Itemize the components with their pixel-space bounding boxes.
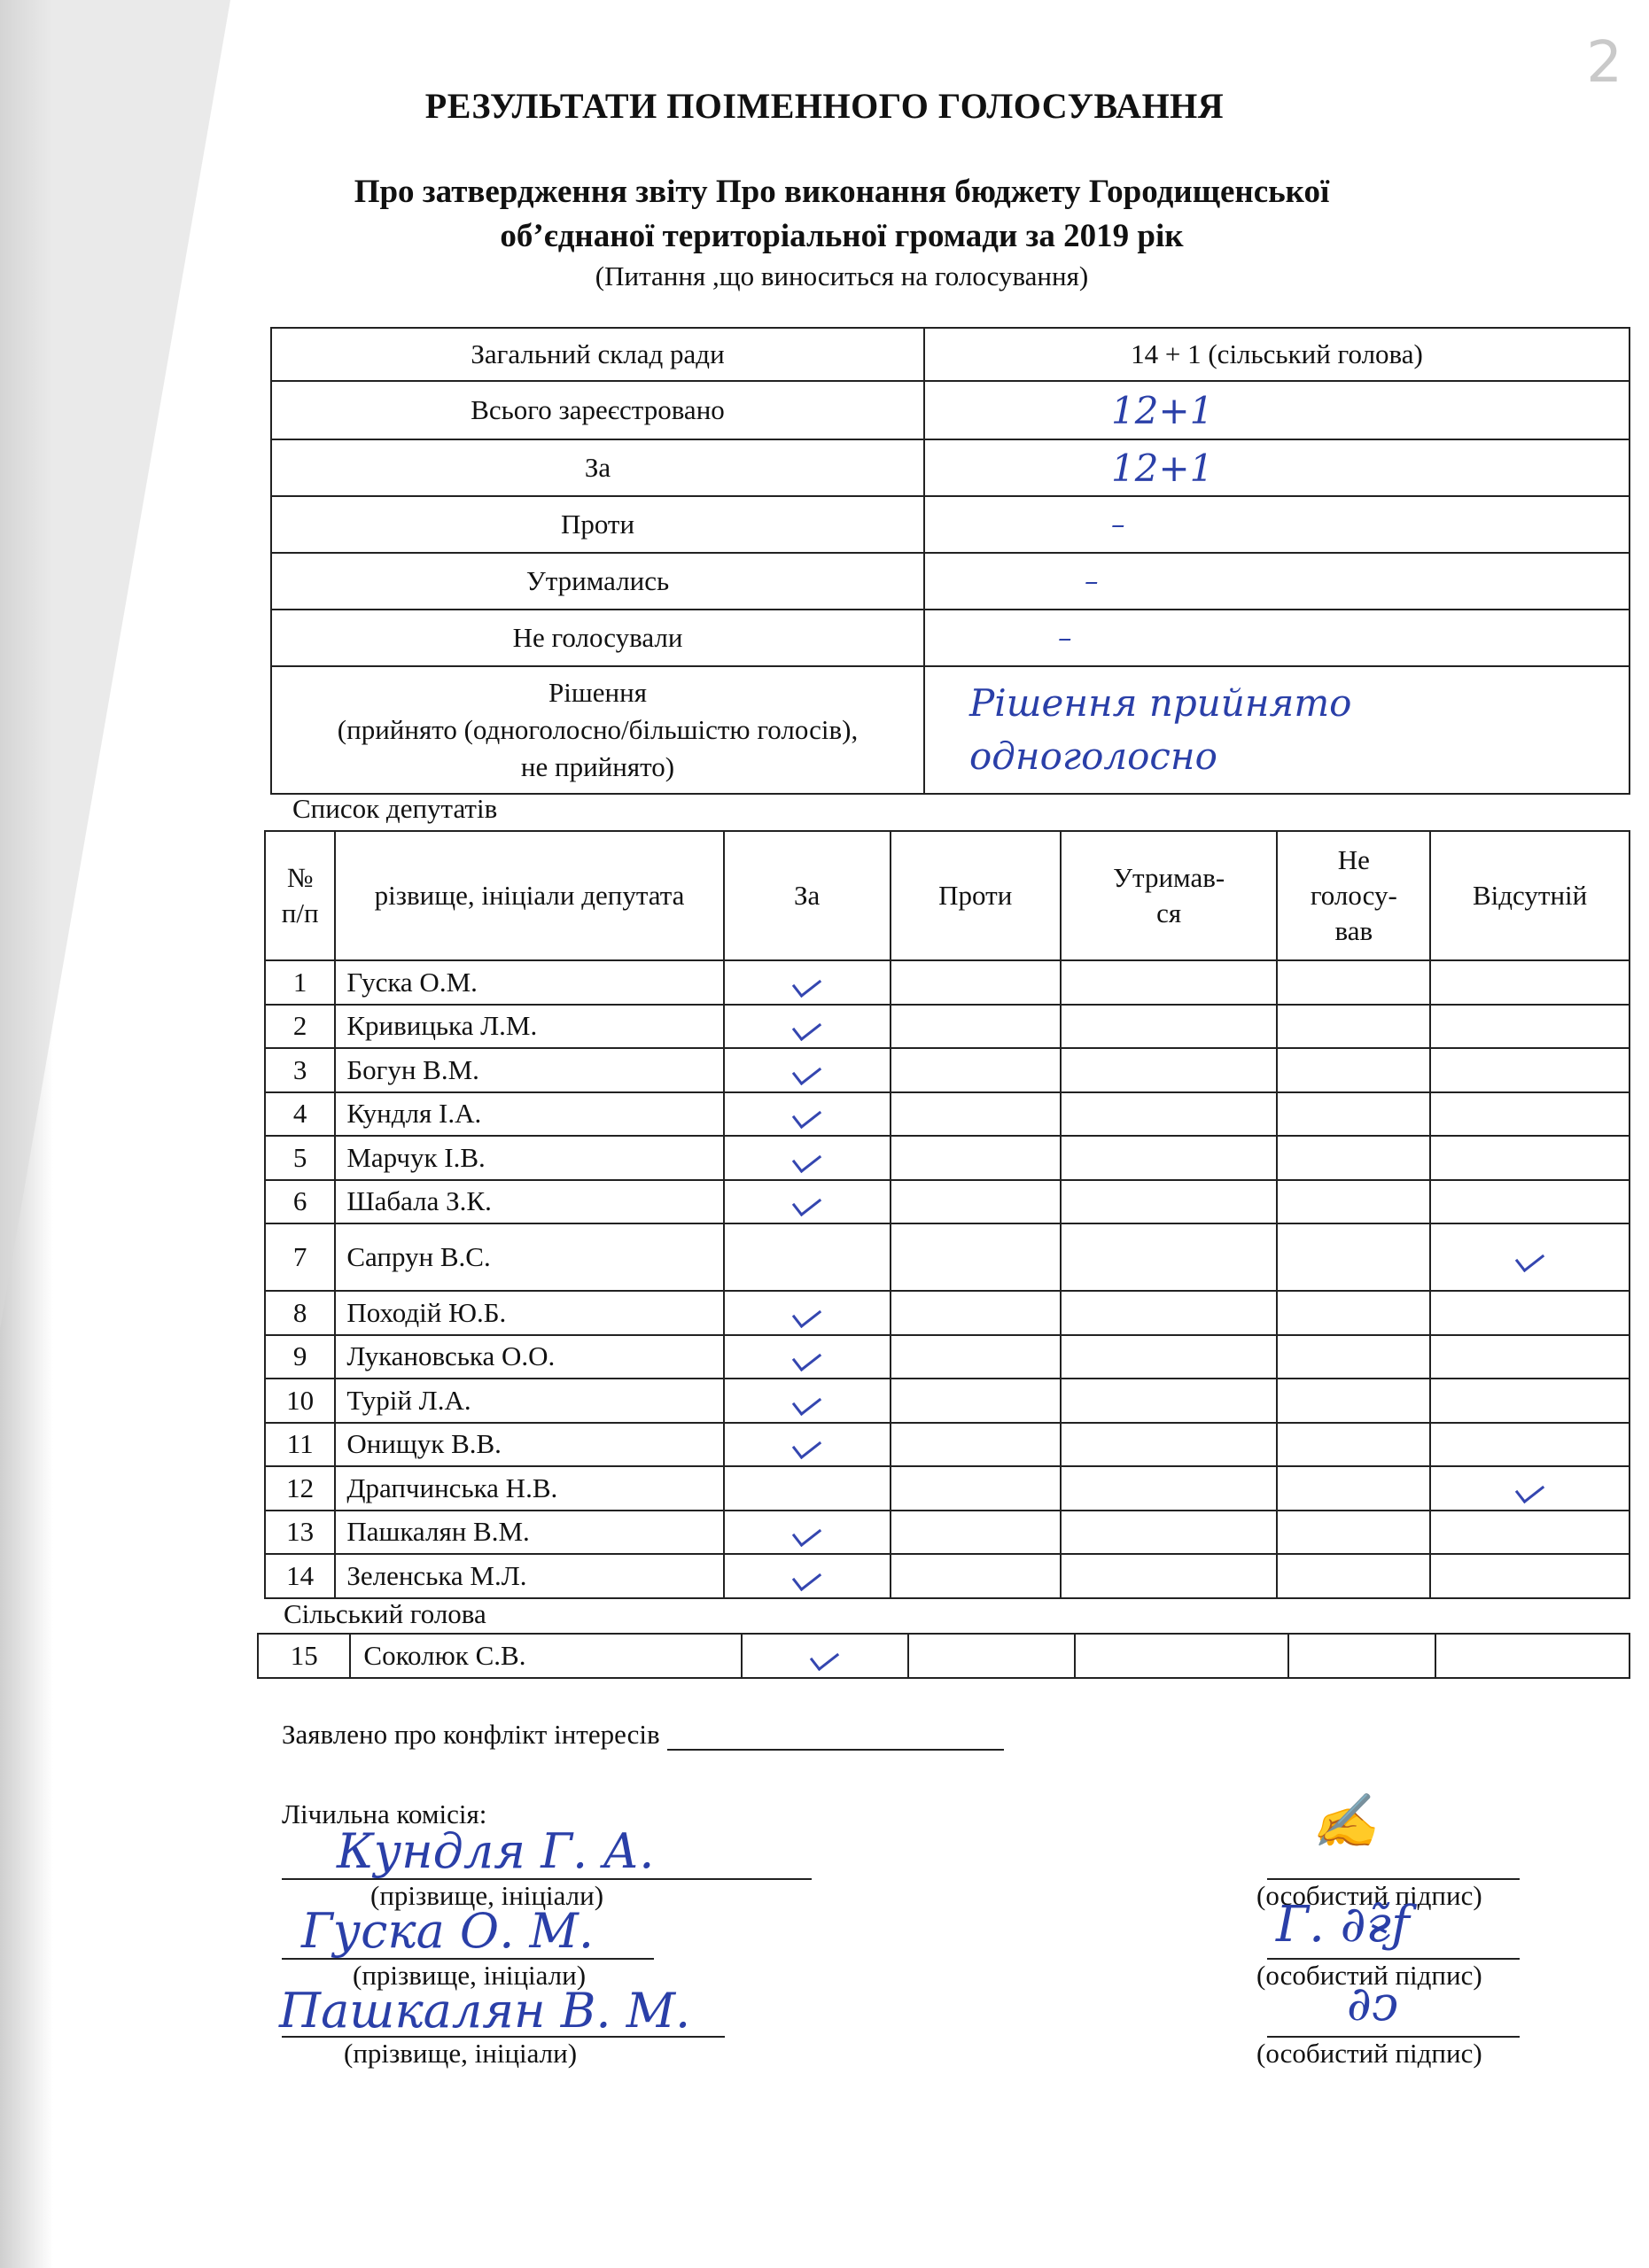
vote-cell-absent — [1430, 1092, 1630, 1137]
vote-cell-not-voted — [1277, 1180, 1430, 1224]
summary-row-total — [271, 328, 1630, 381]
vote-cell-against — [891, 1379, 1061, 1423]
vote-cell-abstained — [1061, 1423, 1277, 1467]
table-row — [265, 1291, 1630, 1335]
header-absent: Відсутній — [1430, 831, 1630, 960]
question-note: (Питання ,що виноситься на голосування) — [595, 260, 1089, 291]
head-abstained-cell — [1075, 1634, 1288, 1678]
vote-cell-not-voted — [1277, 1511, 1430, 1555]
header-for: За — [724, 831, 891, 960]
header-num: № п/п — [265, 831, 335, 960]
conflict-of-interest: Заявлено про конфлікт інтересів — [282, 1719, 1004, 1751]
vote-cell-for — [724, 1554, 891, 1598]
head-row — [258, 1634, 1630, 1678]
head-num: 15 — [258, 1634, 350, 1678]
document-subtitle — [248, 170, 1435, 259]
vote-cell-for — [724, 1335, 891, 1379]
vote-cell-abstained — [1061, 1048, 1277, 1092]
not-voted-value: – — [1058, 622, 1072, 654]
commission-member-3-name: Пашкалян В. М. — [279, 1983, 691, 2039]
vote-cell-for — [724, 1092, 891, 1137]
vote-cell-not-voted — [1277, 1136, 1430, 1180]
deputies-table — [264, 830, 1630, 1599]
registered-value: 12+1 — [1111, 388, 1214, 432]
deputy-name: Кундля І.А. — [335, 1092, 723, 1137]
header-abstained: Утримав- ся — [1061, 831, 1277, 960]
deputy-name: Гуска О.М. — [335, 960, 723, 1005]
table-row — [265, 1048, 1630, 1092]
check-mark-icon — [792, 1014, 821, 1041]
page-number: 2 — [1586, 30, 1622, 96]
check-mark-icon — [792, 1101, 821, 1129]
name-caption-3: (прізвище, ініціали) — [344, 2038, 578, 2069]
check-mark-icon — [792, 1519, 821, 1547]
vote-cell-against — [891, 1335, 1061, 1379]
deputies-body — [265, 960, 1630, 1598]
for-label: За — [271, 439, 924, 496]
vote-cell-absent — [1430, 1466, 1630, 1511]
head-name: Соколюк С.В. — [350, 1634, 741, 1678]
vote-cell-not-voted — [1277, 1291, 1430, 1335]
summary-row-against — [271, 496, 1630, 553]
commission-member-1-name: Кундля Г. А. — [337, 1823, 655, 1879]
abstained-label: Утримались — [271, 553, 924, 610]
deputy-num: 6 — [265, 1180, 335, 1224]
table-row — [265, 1092, 1630, 1137]
check-mark-icon — [810, 1643, 839, 1671]
summary-row-decision — [271, 666, 1630, 794]
deputy-name: Пашкалян В.М. — [335, 1511, 723, 1555]
signature-2-icon: Г. ∂ғ̃ƒ — [1276, 1896, 1410, 1953]
against-label: Проти — [271, 496, 924, 553]
registered-label: Всього зареєстровано — [271, 381, 924, 439]
vote-cell-abstained — [1061, 1554, 1277, 1598]
deputy-name: Походій Ю.Б. — [335, 1291, 723, 1335]
vote-cell-not-voted — [1277, 1335, 1430, 1379]
vote-cell-against — [891, 1223, 1061, 1291]
deputy-num: 10 — [265, 1379, 335, 1423]
vote-cell-against — [891, 1291, 1061, 1335]
vote-cell-not-voted — [1277, 1005, 1430, 1049]
check-mark-icon — [792, 1388, 821, 1416]
vote-cell-abstained — [1061, 1466, 1277, 1511]
head-for-cell — [742, 1634, 908, 1678]
deputy-num: 1 — [265, 960, 335, 1005]
vote-cell-for — [724, 1291, 891, 1335]
vote-cell-absent — [1430, 1335, 1630, 1379]
deputy-num: 5 — [265, 1136, 335, 1180]
vote-cell-absent — [1430, 1423, 1630, 1467]
table-row — [265, 1335, 1630, 1379]
head-absent-cell — [1435, 1634, 1630, 1678]
vote-cell-absent — [1430, 1379, 1630, 1423]
check-mark-icon — [792, 1344, 821, 1371]
vote-cell-against — [891, 960, 1061, 1005]
name-caption-1: (прізвище, ініціали) — [370, 1880, 604, 1911]
vote-cell-abstained — [1061, 1291, 1277, 1335]
vote-cell-abstained — [1061, 960, 1277, 1005]
name-caption-2: (прізвище, ініціали) — [353, 1960, 587, 1991]
table-row — [265, 1223, 1630, 1291]
summary-row-for — [271, 439, 1630, 496]
table-row — [265, 1379, 1630, 1423]
deputy-num: 9 — [265, 1335, 335, 1379]
deputy-num: 13 — [265, 1511, 335, 1555]
vote-cell-for — [724, 960, 891, 1005]
head-label: Сільський голова — [284, 1598, 486, 1629]
vote-cell-against — [891, 1180, 1061, 1224]
subtitle-line-1: Про затвердження звіту Про виконання бюджету Городищенської — [354, 174, 1330, 210]
signature-3-icon: ∂ͻ — [1347, 1976, 1399, 2031]
vote-cell-against — [891, 1048, 1061, 1092]
decision-value: Рішення прийнято одноголосно — [924, 666, 1630, 794]
vote-cell-abstained — [1061, 1136, 1277, 1180]
for-value: 12+1 — [1111, 446, 1214, 490]
vote-cell-absent — [1430, 1180, 1630, 1224]
abstained-value: – — [1085, 565, 1099, 597]
deputy-name: Богун В.М. — [335, 1048, 723, 1092]
check-mark-icon — [792, 1432, 821, 1459]
vote-cell-for — [724, 1005, 891, 1049]
vote-cell-not-voted — [1277, 1379, 1430, 1423]
deputy-name: Сапрун В.С. — [335, 1223, 723, 1291]
sign-caption-2: (особистий підпис) — [1256, 1960, 1482, 1991]
check-mark-icon — [1515, 1245, 1544, 1272]
deputies-label: Список депутатів — [292, 793, 498, 824]
vote-cell-not-voted — [1277, 960, 1430, 1005]
conflict-line — [667, 1722, 1004, 1751]
sign-caption-3: (особистий підпис) — [1256, 2038, 1482, 2069]
vote-cell-for — [724, 1048, 891, 1092]
commission-label: Лічильна комісія: — [282, 1798, 487, 1829]
table-row — [265, 1554, 1630, 1598]
sign-caption-1: (особистий підпис) — [1256, 1880, 1482, 1911]
vote-cell-abstained — [1061, 1379, 1277, 1423]
deputy-name: Драпчинська Н.В. — [335, 1466, 723, 1511]
deputy-name: Кривицька Л.М. — [335, 1005, 723, 1049]
vote-cell-against — [891, 1092, 1061, 1137]
header-against: Проти — [891, 831, 1061, 960]
vote-cell-against — [891, 1466, 1061, 1511]
against-value: – — [1111, 509, 1125, 540]
deputy-name: Зеленська М.Л. — [335, 1554, 723, 1598]
deputy-num: 3 — [265, 1048, 335, 1092]
vote-cell-against — [891, 1005, 1061, 1049]
vote-cell-against — [891, 1136, 1061, 1180]
head-table — [257, 1633, 1630, 1679]
vote-cell-absent — [1430, 1048, 1630, 1092]
vote-cell-absent — [1430, 1223, 1630, 1291]
vote-cell-abstained — [1061, 1005, 1277, 1049]
deputy-name: Лукановська О.О. — [335, 1335, 723, 1379]
signature-1-icon: ✍ — [1311, 1790, 1378, 1852]
vote-cell-for — [724, 1223, 891, 1291]
vote-cell-for — [724, 1180, 891, 1224]
vote-cell-absent — [1430, 1511, 1630, 1555]
vote-cell-not-voted — [1277, 1092, 1430, 1137]
vote-cell-absent — [1430, 1136, 1630, 1180]
vote-cell-for — [724, 1423, 891, 1467]
vote-cell-abstained — [1061, 1092, 1277, 1137]
deputy-num: 7 — [265, 1223, 335, 1291]
vote-cell-absent — [1430, 1005, 1630, 1049]
vote-cell-for — [724, 1466, 891, 1511]
header-not-voted: Не голосу- вав — [1277, 831, 1430, 960]
deputy-name: Шабала З.К. — [335, 1180, 723, 1224]
table-row — [265, 1511, 1630, 1555]
head-against-cell — [908, 1634, 1075, 1678]
check-mark-icon — [792, 1146, 821, 1173]
check-mark-icon — [792, 1058, 821, 1085]
vote-cell-not-voted — [1277, 1223, 1430, 1291]
summary-table — [270, 327, 1630, 795]
vote-cell-abstained — [1061, 1180, 1277, 1224]
vote-cell-abstained — [1061, 1511, 1277, 1555]
vote-cell-abstained — [1061, 1223, 1277, 1291]
vote-cell-against — [891, 1423, 1061, 1467]
deputy-name: Марчук І.В. — [335, 1136, 723, 1180]
deputy-name: Турій Л.А. — [335, 1379, 723, 1423]
deputy-num: 14 — [265, 1554, 335, 1598]
vote-cell-against — [891, 1554, 1061, 1598]
deputies-header — [265, 831, 1630, 960]
check-mark-icon — [792, 1189, 821, 1216]
vote-cell-for — [724, 1379, 891, 1423]
table-row — [265, 1180, 1630, 1224]
vote-cell-abstained — [1061, 1335, 1277, 1379]
summary-row-not-voted — [271, 610, 1630, 666]
table-row — [265, 1466, 1630, 1511]
header-name: різвище, ініціали депутата — [335, 831, 723, 960]
check-mark-icon — [1515, 1476, 1544, 1503]
deputy-num: 12 — [265, 1466, 335, 1511]
summary-row-abstained — [271, 553, 1630, 610]
deputy-num: 11 — [265, 1423, 335, 1467]
table-row — [265, 1005, 1630, 1049]
decision-label: Рішення (прийнято (одноголосно/більшістю голосів), не прийнято) — [271, 666, 924, 794]
total-value: 14 + 1 (сільський голова) — [924, 328, 1630, 381]
vote-cell-not-voted — [1277, 1423, 1430, 1467]
table-row — [265, 1423, 1630, 1467]
deputy-num: 2 — [265, 1005, 335, 1049]
head-not-voted-cell — [1288, 1634, 1435, 1678]
deputy-num: 4 — [265, 1092, 335, 1137]
check-mark-icon — [792, 970, 821, 998]
deputy-num: 8 — [265, 1291, 335, 1335]
vote-cell-not-voted — [1277, 1466, 1430, 1511]
vote-cell-not-voted — [1277, 1554, 1430, 1598]
commission-member-2-name: Гуска О. М. — [301, 1903, 594, 1959]
vote-cell-absent — [1430, 960, 1630, 1005]
not-voted-label: Не голосували — [271, 610, 924, 666]
summary-row-registered — [271, 381, 1630, 439]
total-label: Загальний склад ради — [271, 328, 924, 381]
deputy-name: Онищук В.В. — [335, 1423, 723, 1467]
vote-cell-for — [724, 1511, 891, 1555]
table-row — [265, 960, 1630, 1005]
check-mark-icon — [792, 1301, 821, 1328]
check-mark-icon — [792, 1564, 821, 1591]
subtitle-line-2: об’єднаної територіальної громади за 2019 рік — [500, 218, 1184, 254]
table-row — [265, 1136, 1630, 1180]
document-title: РЕЗУЛЬТАТИ ПОІМЕННОГО ГОЛОСУВАННЯ — [424, 86, 1225, 126]
vote-cell-absent — [1430, 1291, 1630, 1335]
vote-cell-absent — [1430, 1554, 1630, 1598]
scan-shadow — [0, 0, 230, 1329]
vote-cell-for — [724, 1136, 891, 1180]
vote-cell-not-voted — [1277, 1048, 1430, 1092]
vote-cell-against — [891, 1511, 1061, 1555]
